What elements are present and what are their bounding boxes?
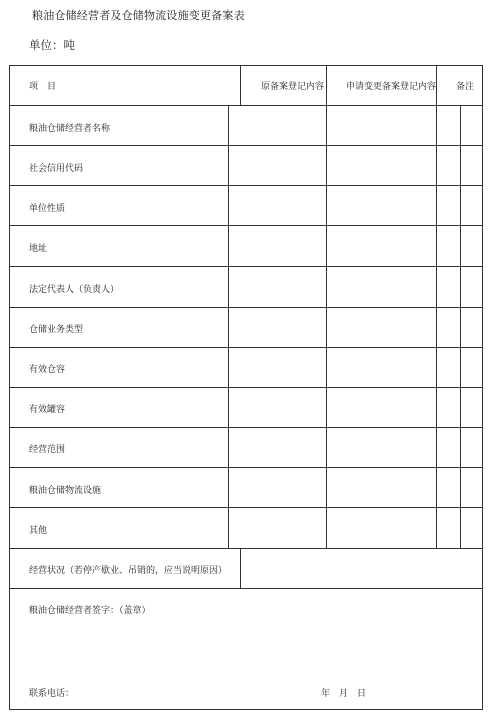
form-title: 粮油仓储经营者及仓储物流设施变更备案表 (32, 9, 245, 22)
row-label: 粮油仓储物流设施 (29, 486, 102, 496)
header-remark: 备注 (456, 82, 475, 92)
signature-label: 粮油仓储经营者签字：（盖章） (29, 606, 151, 616)
row-divider (10, 427, 482, 428)
row-divider (10, 467, 482, 468)
row-label: 有效罐容 (29, 405, 66, 415)
row-label: 经营范围 (29, 445, 66, 455)
col-divider (228, 105, 229, 548)
row-label: 地址 (29, 244, 48, 254)
date-label: 年 月 日 (321, 689, 367, 699)
row-divider (10, 105, 482, 106)
header-item: 项 目 (29, 82, 57, 92)
row-label: 仓储业务类型 (29, 325, 84, 335)
col-divider (326, 66, 327, 105)
row-label: 其他 (29, 526, 48, 536)
col-divider (326, 105, 327, 548)
phone-label: 联系电话： (29, 689, 75, 699)
row-divider (10, 307, 482, 308)
status-row-label: 经营状况（若停产歇业、吊销的，应当说明原因） (29, 566, 228, 576)
header-original: 原备案登记内容 (261, 82, 325, 92)
row-divider (10, 347, 482, 348)
unit-label: 单位：吨 (29, 38, 75, 52)
row-label: 有效仓容 (29, 365, 66, 375)
row-divider (10, 185, 482, 186)
col-divider (436, 66, 437, 105)
col-divider (240, 548, 241, 588)
filing-table (9, 65, 483, 710)
row-divider (10, 548, 482, 549)
row-divider (10, 507, 482, 508)
col-divider (240, 66, 241, 105)
row-divider (10, 266, 482, 267)
row-label: 社会信用代码 (29, 164, 84, 174)
row-label: 法定代表人（负责人） (29, 285, 120, 295)
row-label: 单位性质 (29, 204, 66, 214)
row-divider (10, 145, 482, 146)
col-divider (460, 105, 461, 548)
row-divider (10, 588, 482, 589)
row-divider (10, 387, 482, 388)
col-divider (436, 105, 437, 548)
row-divider (10, 225, 482, 226)
header-change: 申请变更备案登记内容 (346, 82, 437, 92)
row-label: 粮油仓储经营者名称 (29, 124, 111, 134)
